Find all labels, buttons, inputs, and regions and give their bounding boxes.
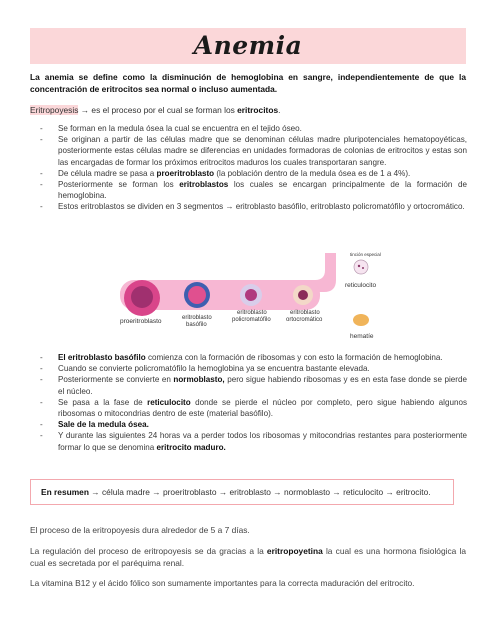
reticulocyte-cell (354, 260, 368, 274)
list-item-text: Y durante las siguientes 24 horas va a perder todos los ribosomas y mitocondrias restantes para posteriormente formar lo que se denomina (58, 431, 467, 452)
ortocromatico-label-2: ortocromático (286, 317, 323, 323)
list-item (30, 430, 467, 452)
proeritroblast-nucleus (131, 286, 153, 308)
summary-text: célula madre → proeritroblasto → eritroblasto → normoblasto → reticulocito → eritrocito. (99, 487, 431, 497)
list-item-text: comienza con la formación de ribosomas y con esto la formación de hemoglobina. (145, 353, 443, 362)
list-item-text: Posteriormente se convierte en (58, 375, 174, 385)
eritrocitos-term: eritrocitos (237, 105, 279, 115)
paragraph-text: La regulación del proceso de eritropoyesis se da gracias a la (30, 546, 267, 556)
list-item-text: Sale de la medula ósea. (58, 420, 149, 430)
hematie-cell (353, 314, 369, 326)
eritropoyetina-term: eritropoyetina (266, 546, 323, 556)
list-item (30, 419, 467, 430)
title-banner (30, 28, 466, 64)
page-title: Anemia (193, 31, 303, 60)
duration-paragraph: El proceso de la eritropoyesis dura alrededor de 5 a 7 días. (30, 525, 250, 535)
tincion-label: tinción especial (350, 252, 381, 257)
hematie-label: hematíe (350, 333, 374, 340)
basophil-nucleus (188, 286, 206, 304)
list-item (30, 134, 467, 168)
list-item-text: Se forman en la medula ósea la cual se encuentra en el tejido óseo. (58, 124, 302, 133)
reticulocito-term: reticulocito (147, 397, 191, 407)
list-item-text: los cuales se encargan principalmente de la formación de hemoglobina. (58, 180, 467, 201)
list-item (30, 352, 467, 363)
eritropoyesis-term: Eritropoyesis (30, 105, 79, 115)
intro-text: La anemia se define como la disminución de hemoglobina en sangre, independientemente de que la concentración de eritrocitos sea normal o incluso aumentada. (30, 72, 466, 94)
list-item-text: eritroblasto basófilo, eritroblasto policromatófilo y ortocromático. (233, 202, 465, 212)
arrow-icon: → (80, 105, 90, 115)
vitamin-paragraph: La vitamina B12 y el ácido fólico son sumamente importantes para la correcta maduración del eritrocito. (30, 578, 415, 588)
reticulocyte-dots (362, 267, 364, 269)
policromatofilo-label-2: policromatófilo (232, 317, 271, 323)
list-item-text: Posteriormente se forman los (58, 180, 180, 190)
list-item-text: Estos eritroblastos se dividen en 3 segmentos (58, 202, 226, 212)
formation-list (30, 123, 467, 213)
basofilo-label-2: basófilo (186, 322, 207, 328)
list-item (30, 397, 467, 419)
list-item-text: pero sigue habiendo ribosomas y es en esta fase donde se pierde el núcleo. (58, 375, 467, 396)
list-item (30, 168, 467, 179)
reticulocito-label: reticulocito (345, 282, 377, 289)
list-item-text: Se originan a partir de las células madre que se denominan células madre pluripotenciales hematopoyéticas, posteriormente estas células madre se diferencias en unidades formadoras de colonias de eritrocitos y estas son las encargadas de formar los próximos eritrocitos maduros los cuales transportaran sangre. (58, 135, 467, 167)
reticulocyte-dots (358, 265, 360, 267)
arrow-icon: → (225, 202, 234, 212)
polychromatophil-nucleus (245, 289, 257, 301)
list-item-text: Se pasa a la fase de (58, 397, 148, 407)
maturation-list (30, 352, 467, 453)
list-item (30, 201, 467, 212)
intro-paragraph (30, 71, 466, 95)
policromatofilo-label-1: eritroblasto (237, 310, 267, 316)
eritroblastos-term: eritroblastos (179, 180, 229, 190)
list-item-text: donde se pierde el núcleo por completo, pero sigue habiendo algunos ribosomas o mitocondrias dentro de este (material basófilo). (58, 397, 468, 419)
summary-label: En resumen (41, 487, 89, 497)
list-item-text: (la población dentro de la medula ósea es de 1 a 4%). (214, 168, 411, 178)
ortocromatico-label-1: eritroblasto (290, 310, 320, 316)
list-item (30, 363, 467, 374)
list-item (30, 123, 467, 134)
arrow-icon: → (91, 487, 100, 497)
eritrocito-maduro-term: eritrocito maduro. (156, 442, 226, 452)
erythropoiesis-diagram (110, 250, 410, 345)
list-item (30, 179, 467, 201)
period: . (278, 105, 281, 115)
proeritroblasto-label: proeritroblasto (120, 318, 162, 325)
normoblasto-term: normoblasto, (173, 375, 225, 385)
list-item-text: Cuando se convierte policromatófilo la hemoglobina ya se encuentra bastante elevada. (58, 364, 370, 374)
basofilo-label-1: eritroblasto (182, 315, 212, 321)
eritropoyesis-text: es el proceso por el cual se forman los (89, 105, 238, 115)
paragraph-text: la cual es una hormona fisiológica la cual es secretada por el paréquima renal. (30, 546, 467, 568)
proeritroblasto-term: proeritroblasto (156, 168, 215, 178)
regulation-paragraph (30, 545, 466, 569)
basofilo-term: El eritroblasto basófilo (58, 353, 146, 362)
list-item-text: De célula madre se pasa a (58, 168, 157, 178)
summary-box (30, 479, 454, 505)
list-item (30, 374, 467, 396)
orthochromatic-nucleus (298, 290, 308, 300)
eritropoyesis-definition (30, 104, 466, 116)
